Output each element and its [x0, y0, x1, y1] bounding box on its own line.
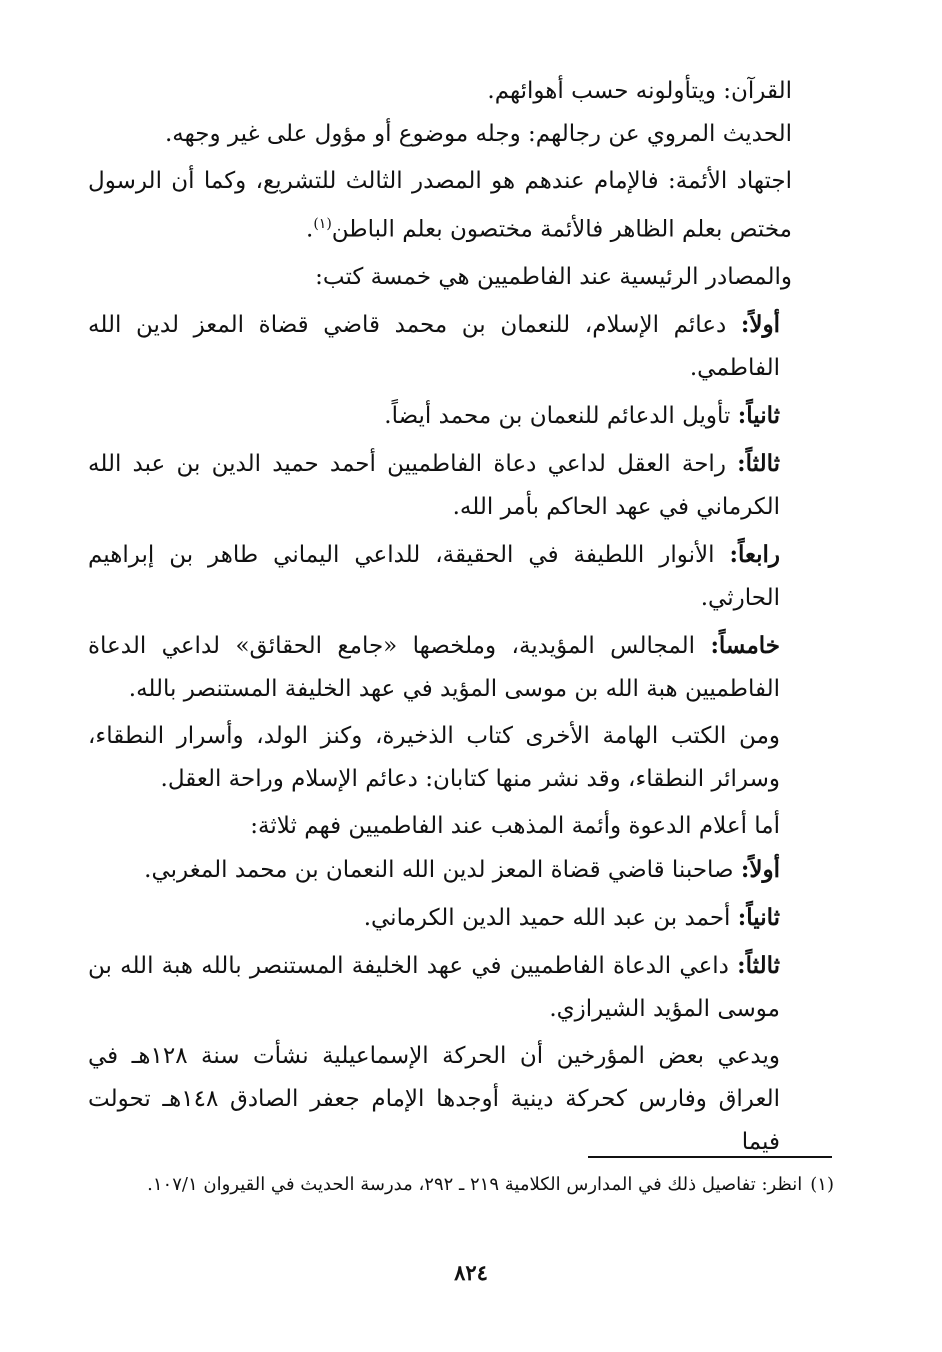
figure-3-label: ثالثاً:	[737, 951, 781, 979]
paragraph-sources-intro: والمصادر الرئيسية عند الفاطميين هي خمسة كتب:	[315, 263, 792, 290]
footnote	[94, 1168, 834, 1202]
footnote-divider	[588, 1156, 832, 1158]
source-3-label: ثالثاً:	[737, 449, 781, 477]
list-item-source-3	[88, 442, 832, 529]
list-item-source-4	[88, 533, 832, 620]
source-5-text: المجالس المؤيدية، وملخصها «جامع الحقائق» لداعي الدعاة الفاطميين هبة الله بن موسى المؤيد في عهد الخليفة المستنصر بالله.	[88, 632, 780, 702]
footnote-text: انظر: تفاصيل ذلك في المدارس الكلامية ٢١٩ ـ ٢٩٢، مدرسة الحديث في القيروان ١٠٧/١.	[147, 1174, 803, 1195]
source-2-label: ثانياً:	[737, 401, 780, 429]
figure-1-label: أولاً:	[740, 855, 780, 883]
paragraph-history: ويدعي بعض المؤرخين أن الحركة الإسماعيلية نشأت سنة ١٢٨هـ في العراق وفارس كحركة دينية أوجدها الإمام جعفر الصادق ١٤٨هـ تحولت فيما	[88, 1042, 780, 1155]
list-item-figure-3	[88, 944, 832, 1031]
list-item-figure-1	[88, 848, 832, 892]
imams-text: اجتهاد الأئمة: فالإمام عندهم هو المصدر الثالث للتشريع، وكما أن الرسول مختص بعلم الظاهر فالأئمة مختصون بعلم الباطن	[88, 168, 792, 243]
paragraph-quran: القرآن: ويتأولونه حسب أهوائهم.	[487, 78, 792, 104]
source-1-text: دعائم الإسلام، للنعمان بن محمد قاضي قضاة المعز لدين الله الفاطمي.	[88, 311, 780, 381]
paragraph-other-books: ومن الكتب الهامة الأخرى كتاب الذخيرة، وكنز الولد، وأسرار النطقاء، وسرائر النطقاء، وقد نشر منها كتابان: دعائم الإسلام وراحة العقل.	[88, 722, 780, 792]
paragraph-figures-intro: أما أعلام الدعوة وأئمة المذهب عند الفاطميين فهم ثلاثة:	[250, 812, 780, 839]
list-item-source-1	[88, 303, 832, 390]
source-1-label: أولاً:	[740, 310, 780, 338]
list-item-source-2	[88, 394, 832, 438]
list-item-source-5	[88, 624, 832, 711]
figure-2-text: أحمد بن عبد الله حميد الدين الكرماني.	[363, 904, 731, 931]
paragraph-imams: اجتهاد الأئمة: فالإمام عندهم هو المصدر الثالث للتشريع، وكما أن الرسول مختص بعلم الظاهر فالأئمة مختصون بعلم الباطن$^{(١)}$.	[88, 168, 792, 243]
footnote-number: (١)	[810, 1174, 834, 1195]
main-text	[88, 70, 832, 1164]
source-3-text: راحة العقل لداعي دعاة الفاطميين أحمد حميد الدين بن عبد الله الكرماني في عهد الحاكم بأمر الله.	[88, 450, 780, 520]
list-item-figure-2	[88, 896, 832, 940]
source-4-text: الأنوار اللطيفة في الحقيقة، للداعي اليماني طاهر بن إبراهيم الحارثي.	[88, 541, 780, 611]
page-number: ٨٢٤	[454, 1260, 488, 1285]
source-2-text: تأويل الدعائم للنعمان بن محمد أيضاً.	[384, 402, 731, 429]
paragraph-hadith: الحديث المروي عن رجالهم: وجله موضوع أو مؤول على غير وجهه.	[165, 121, 792, 147]
figure-1-text: صاحبنا قاضي قضاة المعز لدين الله النعمان بن محمد المغربي.	[144, 856, 734, 883]
figure-3-text: داعي الدعاة الفاطميين في عهد الخليفة المستنصر بالله هبة الله بن موسى المؤيد الشيرازي.	[88, 952, 780, 1022]
source-4-label: رابعاً:	[729, 540, 780, 568]
source-5-label: خامساً:	[710, 631, 780, 659]
footnote-ref: (١)	[313, 216, 332, 232]
figure-2-label: ثانياً:	[737, 903, 780, 931]
